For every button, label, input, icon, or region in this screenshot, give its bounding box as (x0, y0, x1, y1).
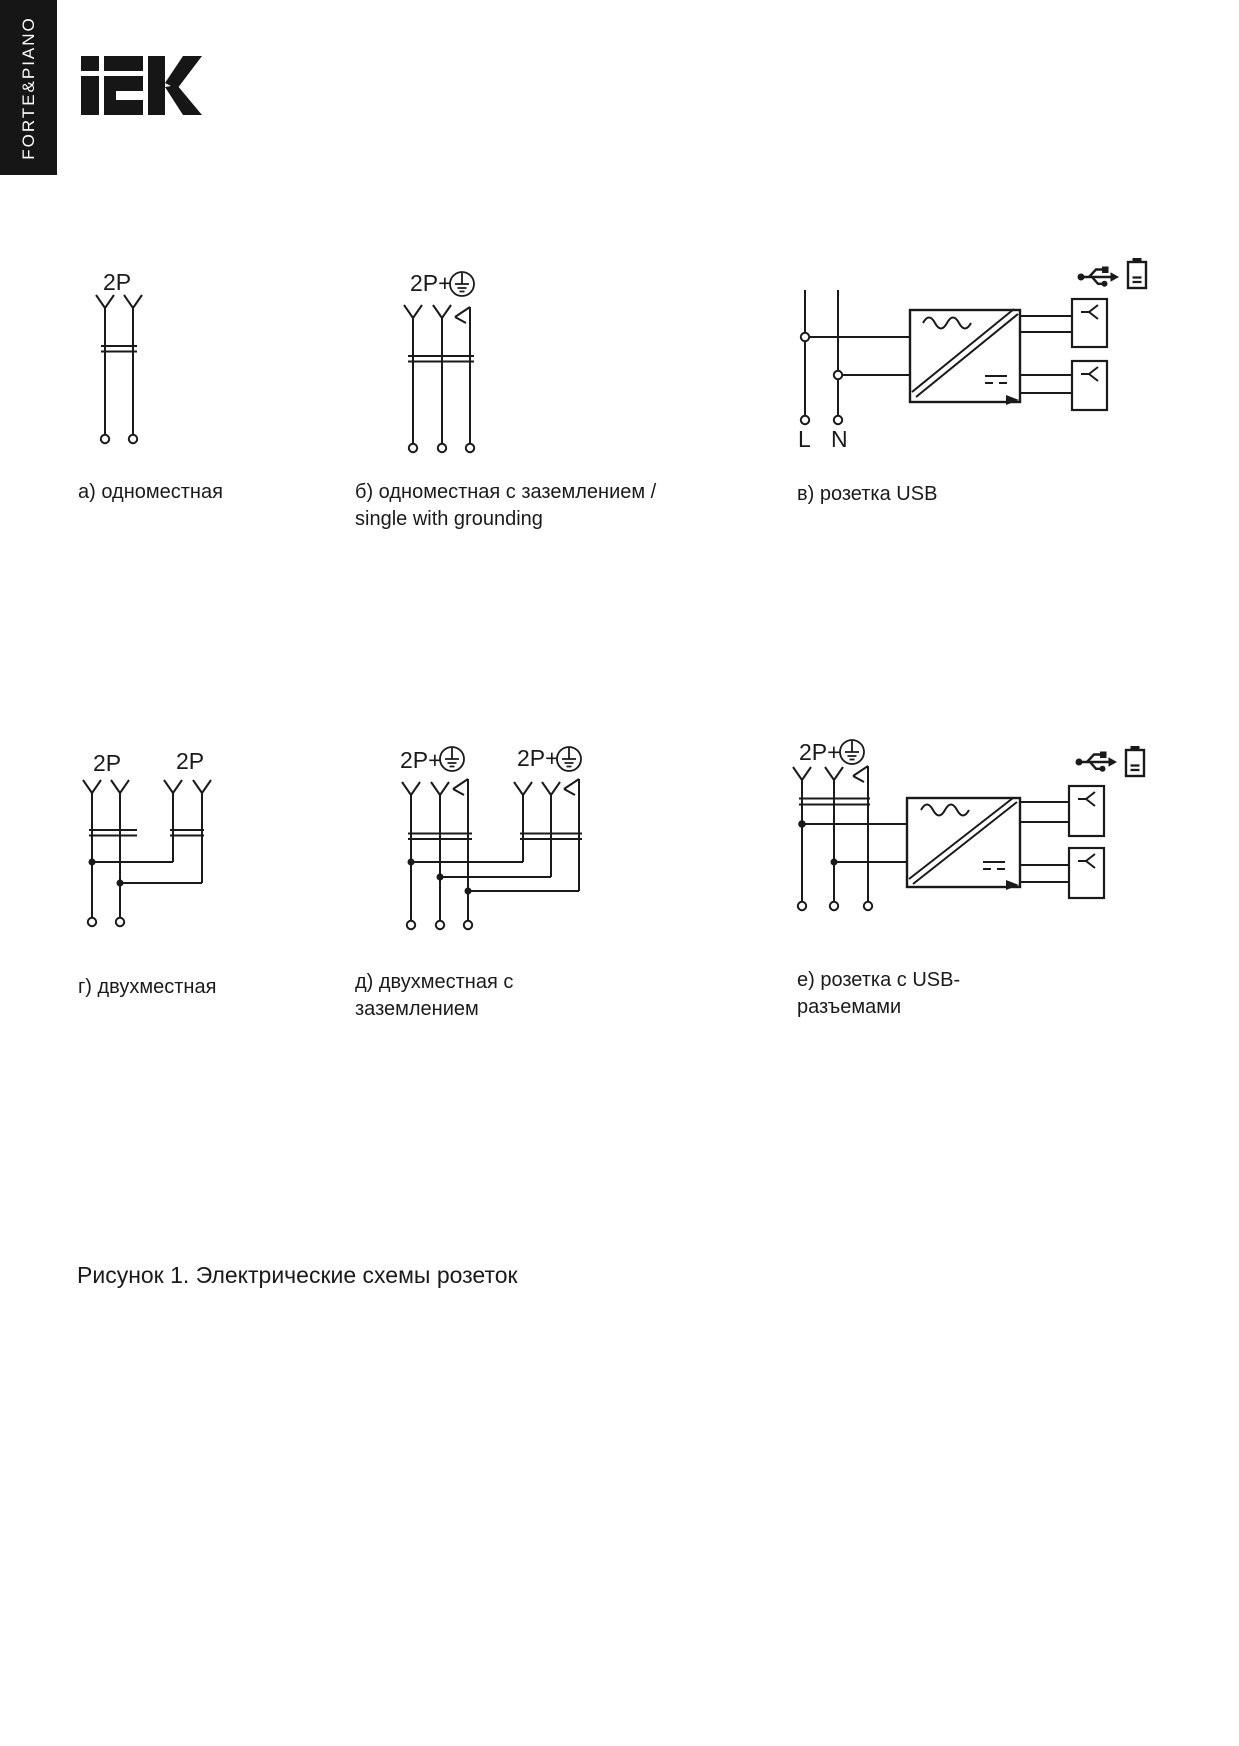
battery-icon (1126, 746, 1144, 776)
socket-contact-icon (193, 780, 211, 793)
battery-icon (1128, 258, 1146, 288)
diagram-v-art (801, 258, 1146, 424)
diagram-v-label: в) розетка USB (797, 483, 938, 505)
diagram-e-label-line2: разъемами (797, 996, 902, 1018)
protective-earth-icon (557, 747, 581, 771)
diagram-g-label: г) двухместная (78, 976, 217, 998)
ground-contact-icon (453, 779, 468, 795)
protective-earth-icon (450, 272, 474, 296)
ground-contact-icon (564, 779, 579, 795)
series-label: FORTE&PIANO (18, 15, 38, 160)
socket-contact-icon (431, 782, 449, 795)
diagram-a-label: а) одноместная (78, 481, 223, 503)
socket-contact-icon (825, 767, 843, 780)
pole-label-b: 2P+ (410, 270, 452, 296)
usb-port-1 (1069, 786, 1104, 836)
diagram-b-art (404, 272, 474, 452)
diagram-a-art (96, 295, 142, 443)
figure-caption: Рисунок 1. Электрические схемы розеток (77, 1262, 518, 1288)
diagram-b-label-line2: single with grounding (355, 508, 543, 530)
socket-contact-icon (83, 780, 101, 793)
socket-contact-icon (793, 767, 811, 780)
usb-trident-icon (1076, 752, 1118, 772)
usb-trident-icon (1078, 267, 1120, 287)
socket-contact-icon (433, 305, 451, 318)
socket-contact-icon (402, 782, 420, 795)
ground-contact-icon (853, 766, 868, 782)
acdc-converter-icon (910, 309, 1020, 405)
acdc-converter-icon (907, 798, 1020, 890)
usb-port-1 (1072, 299, 1107, 347)
protective-earth-icon (440, 747, 464, 771)
pole-label-g-left: 2P (93, 750, 122, 776)
socket-contact-icon (514, 782, 532, 795)
diagram-g-art (83, 780, 211, 926)
diagram-e-label-line1: е) розетка с USB- (797, 969, 961, 991)
pole-label-d-left: 2P+ (400, 747, 442, 773)
pole-label-g-right: 2P (176, 748, 205, 774)
usb-port-2 (1072, 361, 1107, 410)
socket-contact-icon (96, 295, 114, 308)
socket-contact-icon (111, 780, 129, 793)
protective-earth-icon (840, 740, 864, 764)
terminal-label-l: L (798, 426, 811, 452)
socket-contact-icon (404, 305, 422, 318)
terminal-label-n: N (831, 426, 848, 452)
usb-port-2 (1069, 848, 1104, 898)
pole-label-e: 2P+ (799, 739, 841, 765)
diagram-d-label-line2: заземлением (355, 998, 479, 1020)
socket-contact-icon (542, 782, 560, 795)
diagram-e-art (793, 740, 1144, 910)
socket-contact-icon (164, 780, 182, 793)
ground-contact-icon (455, 307, 470, 323)
diagram-b-label-line1: б) одноместная с заземлением / (355, 481, 657, 503)
pole-label-d-right: 2P+ (517, 745, 559, 771)
diagram-d-label-line1: д) двухместная с (355, 971, 514, 993)
socket-contact-icon (124, 295, 142, 308)
pole-label-a: 2P (103, 269, 132, 295)
